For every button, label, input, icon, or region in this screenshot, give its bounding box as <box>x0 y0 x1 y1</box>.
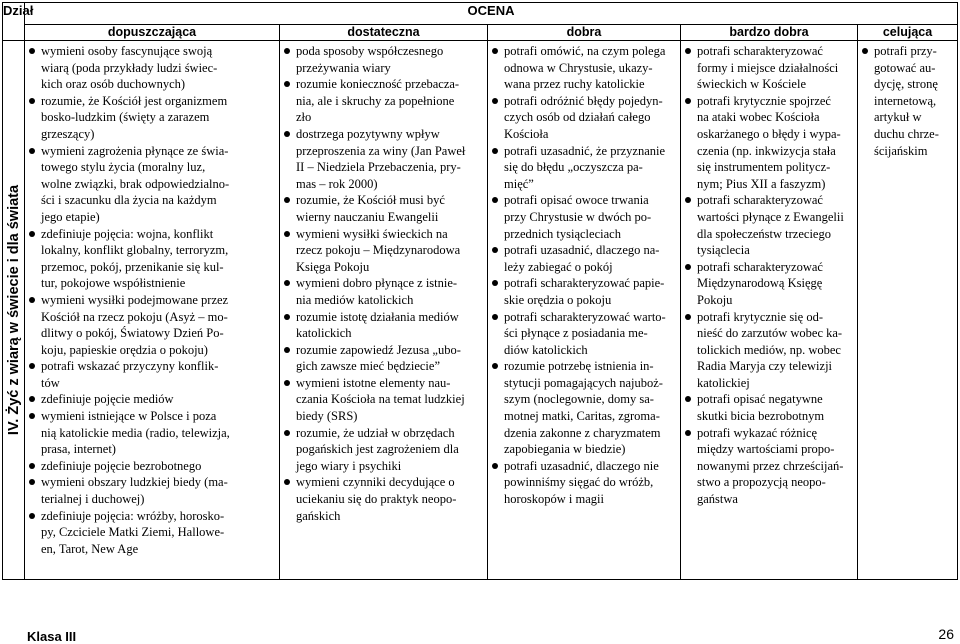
requirement-text: wymieni wysiłki świeckich na rzecz pokoju – Międzynarodowa Księga Pokoju <box>296 226 461 274</box>
dzial-header: Dział <box>3 3 25 41</box>
grade-levels-row <box>3 25 958 41</box>
requirement-item <box>25 143 279 226</box>
section-title: IV. Żyć z wiarą w świecie i dla świata <box>5 184 22 436</box>
requirement-text: potrafi krytycznie spojrzeć na ataki wobec Kościoła oskarżanego o błędy i wypa- czenia (np. inkwizycja stała się instrumentem politycz- nym; Pius XII a faszyzm) <box>697 93 841 191</box>
column-dopuszczajaca <box>25 41 280 580</box>
requirement-item <box>280 226 487 276</box>
requirement-text: potrafi przy- gotować au- dycję, stronę internetową, artykuł w duchu chrze- ścijańskim <box>874 44 939 158</box>
requirement-item <box>25 226 279 292</box>
requirement-item <box>488 43 680 93</box>
requirement-item <box>25 43 279 93</box>
requirement-item <box>681 93 857 193</box>
requirement-item <box>681 259 857 309</box>
requirement-text: potrafi opisać owoce trwania przy Chrystusie w dwóch po- przednich tysiącleciach <box>504 193 652 241</box>
requirement-item <box>488 93 680 143</box>
requirement-item <box>25 292 279 358</box>
requirement-text: zdefiniuje pojęcie bezrobotnego <box>41 458 202 473</box>
requirement-text: wymieni czynniki decydujące o uciekaniu się do praktyk neopo- gańskich <box>296 475 457 523</box>
requirement-text: zdefiniuje pojęcie mediów <box>41 392 174 407</box>
requirement-item <box>280 342 487 375</box>
requirement-text: potrafi scharakteryzować papie- skie orędzia o pokoju <box>504 276 665 307</box>
requirement-text: potrafi omówić, na czym polega odnowa w Chrystusie, ukazy- wana przez ruchy katolickie <box>504 44 666 92</box>
grade-bardzo-dobra: bardzo dobra <box>681 25 858 41</box>
requirement-text: wymieni zagrożenia płynące ze świa- towego stylu życia (moralny luz, wolne związki, brak odpowiedzialno- ści i szacunku dla życia na każdym jego etapie) <box>41 143 230 224</box>
requirement-item <box>25 408 279 458</box>
requirement-item <box>280 375 487 425</box>
grade-dobra: dobra <box>488 25 681 41</box>
column-celujaca <box>858 41 958 580</box>
requirement-text: rozumie, że Kościół musi być wierny nauczaniu Ewangelii <box>296 193 445 224</box>
requirement-item <box>488 192 680 242</box>
requirement-text: wymieni obszary ludzkiej biedy (ma- terialnej i duchowej) <box>41 475 228 507</box>
requirement-item <box>488 358 680 458</box>
requirement-item <box>488 143 680 193</box>
requirement-text: potrafi uzasadnić, że przyznanie się do błędu „oczyszcza pa- mięć” <box>504 143 666 191</box>
requirement-text: wymieni wysiłki podejmowane przez Kościół na rzecz pokoju (Asyż – mo- dlitwy o pokój, Światowy Dzień Po- koju, papieskie orędzia o pokoju) <box>41 292 229 357</box>
requirement-text: wymieni istniejące w Polsce i poza nią katolickie media (radio, telewizja, prasa, internet) <box>41 409 230 457</box>
ocena-header: OCENA <box>25 3 958 25</box>
requirement-item <box>25 508 279 558</box>
requirement-text: potrafi scharakteryzować wartości płynące z Ewangelii dla społeczeństw trzeciego tysiąclecia <box>697 193 844 258</box>
requirement-item <box>280 126 487 192</box>
requirement-text: potrafi scharakteryzować Międzynarodową Księgę Pokoju <box>697 259 823 307</box>
requirement-item <box>280 425 487 475</box>
requirement-item <box>488 275 680 308</box>
requirement-text: zdefiniuje pojęcia: wojna, konflikt lokalny, konflikt globalny, terroryzm, przemoc, pokój, przenikanie się kul- tur, pokojowe współistnienie <box>41 226 229 291</box>
requirement-item <box>488 458 680 508</box>
content-row <box>3 41 958 580</box>
grade-dostateczna: dostateczna <box>280 25 488 41</box>
requirement-item <box>25 358 279 391</box>
requirement-item <box>25 391 279 408</box>
requirement-item <box>280 275 487 308</box>
footer-class-label: Klasa III <box>27 629 77 644</box>
requirement-text: zdefiniuje pojęcia: wróżby, horosko- py, Czciciele Matki Ziemi, Hallowe- en, Tarot, New Age <box>41 508 225 556</box>
requirement-text: wymieni osoby fascynujące swoją wiarą (poda przykłady ludzi świec- kich oraz osób duchownych) <box>41 44 218 92</box>
requirement-text: wymieni dobro płynące z istnie- nia mediów katolickich <box>296 276 458 307</box>
requirement-text: rozumie istotę działania mediów katolickich <box>296 309 459 341</box>
requirement-text: poda sposoby współczesnego przeżywania wiary <box>296 44 444 75</box>
requirement-text: potrafi odróżnić błędy pojedyn- czych osób od działań całego Kościoła <box>504 93 663 141</box>
requirement-text: potrafi scharakteryzować warto- ści płynące z posiadania me- diów katolickich <box>504 309 666 357</box>
header-row <box>3 3 958 25</box>
requirement-text: potrafi wskazać przyczyny konflik- tów <box>41 359 219 390</box>
requirement-item <box>681 425 857 508</box>
requirement-item <box>280 474 487 524</box>
requirement-item <box>681 43 857 93</box>
requirement-text: potrafi uzasadnić, dlaczego na- leży zabiegać o pokój <box>504 243 660 274</box>
requirement-text: rozumie, że udział w obrzędach pogańskich jest zagrożeniem dla jego wiary i psychiki <box>296 425 459 473</box>
requirement-text: dostrzega pozytywny wpływ przeproszenia za winy (Jan Paweł II – Niedziela Przebaczenia, pry- mas – rok 2000) <box>296 126 466 191</box>
requirement-item <box>280 309 487 342</box>
requirement-item <box>25 474 279 507</box>
column-bardzo-dobra <box>681 41 858 580</box>
requirement-text: potrafi krytycznie się od- nieść do zarzutów wobec ka- tolickich mediów, np. wobec Radia Maryja czy telewizji katolickiej <box>697 309 843 390</box>
requirement-text: rozumie zapowiedź Jezusa „ubo- gich zawsze mieć będziecie” <box>296 342 461 374</box>
requirement-text: rozumie konieczność przebacza- nia, ale i skruchy za popełnione zło <box>296 77 460 125</box>
requirement-item <box>681 192 857 258</box>
column-dobra <box>488 41 681 580</box>
requirement-item <box>681 309 857 392</box>
requirement-item <box>280 76 487 126</box>
requirement-item <box>280 43 487 76</box>
requirement-item <box>25 458 279 475</box>
requirement-item <box>858 43 957 159</box>
requirement-text: potrafi wykazać różnicę między wartościami propo- nowanymi przez chrześcijań- stwo a propozycją neopo- gaństwa <box>697 425 844 507</box>
requirement-item <box>681 391 857 424</box>
requirement-text: potrafi scharakteryzować formy i miejsce działalności świeckich w Kościele <box>697 44 839 92</box>
grade-celujaca: celująca <box>858 25 958 41</box>
page-number: 26 <box>938 626 954 642</box>
column-dostateczna <box>280 41 488 580</box>
requirement-item <box>488 242 680 275</box>
requirement-item <box>488 309 680 359</box>
requirement-text: rozumie, że Kościół jest organizmem bosko-ludzkim (święty a zarazem grzeszący) <box>41 93 228 141</box>
requirement-item <box>280 192 487 225</box>
requirement-text: potrafi opisać negatywne skutki bicia bezrobotnym <box>697 392 825 424</box>
grade-dopuszczajaca: dopuszczająca <box>25 25 280 41</box>
requirement-text: wymieni istotne elementy nau- czania Kościoła na temat ludzkiej biedy (SRS) <box>296 375 465 424</box>
section-cell <box>3 41 25 580</box>
requirement-text: rozumie potrzebę istnienia in- stytucji pomagających najuboż- szym (noclegownie, domy sa- motnej matki, Caritas, zgroma- dzenia zakonne z charyzmatem zapobiegania w biedzie) <box>504 359 663 457</box>
requirements-table <box>2 2 958 580</box>
requirement-text: potrafi uzasadnić, dlaczego nie powinniśmy sięgać do wróżb, horoskopów i magii <box>504 458 659 507</box>
requirement-item <box>25 93 279 143</box>
